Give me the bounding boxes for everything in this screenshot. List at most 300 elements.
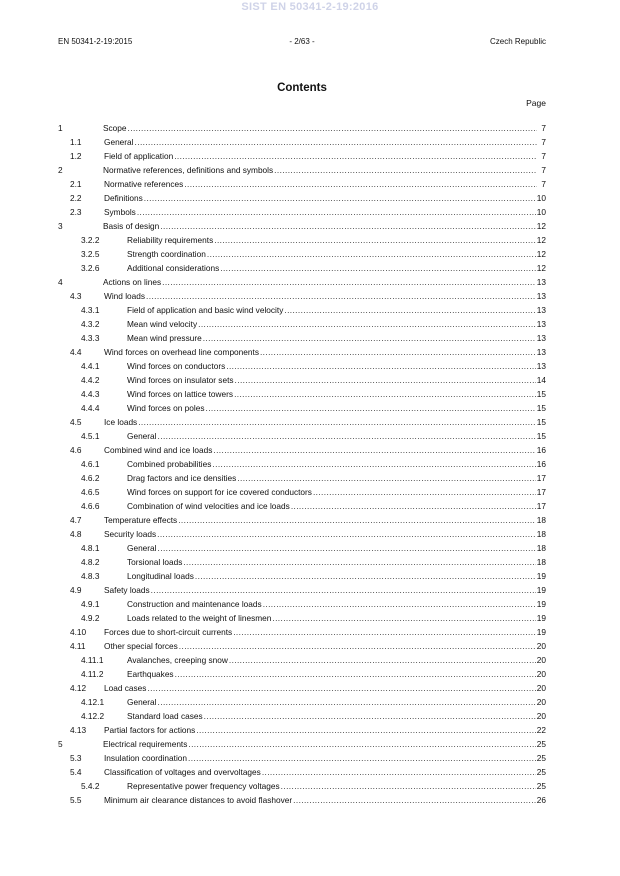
toc-entry-number: 5.5 [70,795,82,805]
toc-entry-title: Strength coordination [127,249,206,259]
dot-leader [274,163,537,177]
toc-entry-number: 4.6 [70,445,82,455]
toc-entry-title: General [127,431,157,441]
dot-leader [178,513,536,527]
toc-entry-number: 4.3.3 [81,333,100,343]
toc-entry-title: Wind forces on lattice towers [127,389,234,399]
toc-entry-line [104,583,546,597]
toc-entry[interactable] [58,667,546,681]
dot-leader [183,555,535,569]
toc-entry-title: Mean wind pressure [127,333,202,343]
toc-entry-page: 25 [536,767,546,777]
toc-entry[interactable] [58,275,546,289]
toc-entry-number: 4.3.2 [81,319,100,329]
toc-entry-title: Field of application and basic wind velocity [127,305,284,315]
toc-entry-page: 16 [536,459,546,469]
dot-leader [188,751,536,765]
dot-leader [234,387,536,401]
toc-entry-line [127,317,546,331]
dot-leader [293,793,536,807]
toc-entry-line [104,681,546,695]
dot-leader [188,737,535,751]
dot-leader [213,443,535,457]
toc-entry-line [104,765,546,779]
dot-leader [214,233,536,247]
toc-entry[interactable] [58,709,546,723]
toc-entry-line [127,485,546,499]
toc-entry-title: Wind forces on conductors [127,361,226,371]
toc-entry-page: 26 [536,795,546,805]
toc-entry-page: 17 [536,487,546,497]
toc-entry-line [103,163,546,177]
toc-entry-number: 4.11.2 [81,669,104,679]
toc-entry[interactable] [58,359,546,373]
toc-entry-page: 20 [536,697,546,707]
toc-entry[interactable] [58,583,546,597]
dot-leader [160,219,535,233]
toc-entry-page: 19 [536,599,546,609]
toc-entry-title: Wind forces on support for ice covered conductors [127,487,312,497]
dot-leader [203,331,536,345]
page-column-label: Page [526,98,546,108]
toc-entry-page: 19 [536,571,546,581]
toc-entry-page: 25 [536,739,546,749]
toc-entry[interactable] [58,471,546,485]
country-label: Czech Republic [489,37,546,46]
toc-entry-number: 2 [58,165,63,175]
toc-entry-page: 20 [536,683,546,693]
toc-entry-title: Combined probabilities [127,459,212,469]
toc-entry[interactable] [58,303,546,317]
toc-entry-page: 10 [536,207,546,217]
toc-entry-page: 15 [536,431,546,441]
toc-entry-line [104,527,546,541]
toc-entry-line [127,611,546,625]
toc-entry-number: 2.2 [70,193,82,203]
toc-entry-number: 4.11.1 [81,655,104,665]
toc-entry[interactable] [58,625,546,639]
toc-entry-number: 4.3.1 [81,305,100,315]
toc-entry-page: 18 [536,529,546,539]
toc-entry-page: 13 [536,291,546,301]
toc-entry-page: 7 [541,137,546,147]
toc-entry[interactable] [58,513,546,527]
toc-entry-line [127,653,546,667]
toc-entry-line [127,541,546,555]
toc-entry-page: 18 [536,515,546,525]
toc-entry-title: Security loads [104,529,157,539]
toc-entry[interactable] [58,723,546,737]
toc-entry-page: 17 [536,473,546,483]
toc-entry-line [127,555,546,569]
toc-entry-line [104,793,546,807]
toc-entry-page: 13 [536,277,546,287]
toc-entry[interactable] [58,205,546,219]
toc-entry-page: 12 [536,263,546,273]
toc-entry[interactable] [58,247,546,261]
toc-entry-page: 15 [536,403,546,413]
toc-entry[interactable] [58,429,546,443]
toc-entry[interactable] [58,289,546,303]
toc-entry-line [127,387,546,401]
toc-entry[interactable] [58,765,546,779]
toc-entry[interactable] [58,233,546,247]
toc-entry-title: Normative references [104,179,184,189]
toc-entry-page: 10 [536,193,546,203]
toc-entry-line [104,443,546,457]
dot-leader [313,485,536,499]
dot-leader [158,429,536,443]
toc-entry-number: 4.8 [70,529,82,539]
toc-entry-title: Load cases [104,683,147,693]
toc-entry-title: Temperature effects [104,515,178,525]
toc-entry-page: 13 [536,333,546,343]
toc-entry-line [104,289,546,303]
dot-leader [162,275,536,289]
toc-entry-line [127,359,546,373]
toc-entry-title: Earthquakes [127,669,174,679]
toc-entry-page: 7 [541,179,546,189]
dot-leader [281,779,536,793]
toc-entry-line [127,709,546,723]
toc-entry-line [127,247,546,261]
toc-entry[interactable] [58,457,546,471]
page-title: Contents [277,82,327,94]
toc-entry[interactable] [58,555,546,569]
dot-leader [235,373,536,387]
toc-entry-page: 17 [536,501,546,511]
toc-entry-line [104,625,546,639]
dot-leader [144,191,536,205]
toc-entry-page: 20 [536,641,546,651]
dot-leader [212,457,535,471]
toc-entry-number: 4.7 [70,515,82,525]
toc-entry[interactable] [58,597,546,611]
toc-entry-number: 4.4.1 [81,361,100,371]
toc-entry-page: 20 [536,711,546,721]
toc-entry-number: 4.5.1 [81,431,100,441]
toc-entry-page: 19 [536,585,546,595]
toc-entry-title: General [104,137,134,147]
toc-entry-number: 4.4.4 [81,403,100,413]
toc-entry[interactable] [58,779,546,793]
toc-entry-number: 4.9 [70,585,82,595]
toc-entry-number: 4.13 [70,725,87,735]
dot-leader [263,597,536,611]
dot-leader [158,541,536,555]
toc-entry-number: 3.2.2 [81,235,100,245]
toc-entry[interactable] [58,443,546,457]
toc-entry-title: Ice loads [104,417,138,427]
toc-entry-number: 5.4.2 [81,781,100,791]
toc-entry-line [104,345,546,359]
toc-entry-title: Minimum air clearance distances to avoid flashover [104,795,293,805]
toc-entry-title: Electrical requirements [103,739,188,749]
toc-entry[interactable] [58,135,546,149]
toc-entry-number: 1.1 [70,137,82,147]
toc-entry-page: 15 [536,389,546,399]
toc-entry-page: 22 [536,725,546,735]
toc-entry-page: 7 [541,151,546,161]
dot-leader [291,499,536,513]
toc-entry-title: Symbols [104,207,136,217]
toc-entry-line [127,471,546,485]
toc-entry-title: Additional considerations [127,263,220,273]
dot-leader [147,681,535,695]
toc-entry-page: 25 [536,781,546,791]
toc-entry-line [104,177,546,191]
dot-leader [151,583,536,597]
toc-entry-line [104,751,546,765]
toc-entry[interactable] [58,569,546,583]
toc-entry-number: 4.12.2 [81,711,105,721]
dot-leader [128,121,537,135]
toc-entry-number: 4.6.6 [81,501,100,511]
toc-entry-number: 2.3 [70,207,82,217]
toc-entry-title: Other special forces [104,641,178,651]
toc-entry-number: 4.4.2 [81,375,100,385]
toc-entry-title: Wind forces on overhead line components [104,347,259,357]
dot-leader [272,611,535,625]
dot-leader [233,625,536,639]
toc-entry-page: 12 [536,221,546,231]
toc-entry-title: Combined wind and ice loads [104,445,213,455]
toc-entry-number: 5 [58,739,63,749]
page-number: - 2/63 - [289,37,315,46]
dot-leader [179,639,536,653]
toc-entry-number: 4.11 [70,641,86,651]
toc-entry-title: Representative power frequency voltages [127,781,280,791]
toc-entry-line [104,205,546,219]
toc-entry-page: 19 [536,627,546,637]
toc-entry[interactable] [58,219,546,233]
toc-entry-number: 4.6.1 [81,459,100,469]
toc-entry-number: 5.4 [70,767,82,777]
toc-entry-line [127,401,546,415]
toc-entry-line [104,135,546,149]
toc-entry-title: Reliability requirements [127,235,214,245]
toc-entry-title: Insulation coordination [104,753,188,763]
dot-leader [157,527,536,541]
toc-entry-page: 19 [536,613,546,623]
toc-entry-line [104,149,546,163]
standard-number: EN 50341-2-19:2015 [58,37,133,46]
toc-entry[interactable] [58,331,546,345]
toc-entry[interactable] [58,177,546,191]
toc-entry[interactable] [58,415,546,429]
toc-entry-title: Avalanches, creeping snow [127,655,228,665]
toc-entry[interactable] [58,527,546,541]
toc-entry-page: 20 [536,669,546,679]
dot-leader [284,303,535,317]
dot-leader [205,401,535,415]
dot-leader [135,135,537,149]
toc-entry-page: 13 [536,361,546,371]
toc-entry-line [103,275,546,289]
toc-entry[interactable] [58,737,546,751]
dot-leader [195,569,536,583]
toc-entry[interactable] [58,163,546,177]
toc-entry-line [104,639,546,653]
toc-entry-title: Safety loads [104,585,150,595]
toc-entry-line [104,723,546,737]
dot-leader [158,695,536,709]
toc-entry-title: Field of application [104,151,174,161]
dot-leader [146,289,536,303]
dot-leader [204,709,536,723]
toc-entry-line [127,779,546,793]
toc-entry-number: 4.5 [70,417,82,427]
toc-entry-title: Combination of wind velocities and ice loads [127,501,290,511]
toc-entry[interactable] [58,499,546,513]
toc-entry-number: 1.2 [70,151,82,161]
toc-entry-page: 15 [536,417,546,427]
toc-entry-line [104,415,546,429]
dot-leader [175,667,536,681]
toc-entry-line [104,513,546,527]
toc-entry-title: Loads related to the weight of linesmen [127,613,272,623]
toc-entry[interactable] [58,611,546,625]
toc-entry-title: Actions on lines [103,277,162,287]
toc-entry-number: 4.8.3 [81,571,100,581]
toc-entry[interactable] [58,541,546,555]
toc-entry-title: Classification of voltages and overvoltages [104,767,261,777]
toc-entry-title: General [127,543,157,553]
toc-entry[interactable] [58,401,546,415]
toc-entry-number: 3.2.5 [81,249,100,259]
toc-entry-line [127,569,546,583]
toc-entry-page: 13 [536,319,546,329]
toc-entry-line [127,303,546,317]
toc-entry-line [127,667,546,681]
toc-entry-line [127,695,546,709]
toc-entry[interactable] [58,121,546,135]
toc-entry-page: 12 [536,235,546,245]
toc-entry-page: 16 [536,445,546,455]
dot-leader [198,317,536,331]
watermark: SIST EN 50341-2-19:2016 [241,1,379,13]
toc-entry-number: 4.9.1 [81,599,100,609]
toc-entry-title: Scope [103,123,127,133]
toc-entry-page: 18 [536,557,546,567]
toc-entry[interactable] [58,261,546,275]
dot-leader [220,261,536,275]
toc-entry[interactable] [58,695,546,709]
toc-entry-page: 7 [541,123,546,133]
dot-leader [137,205,536,219]
toc-entry-line [127,261,546,275]
toc-entry-number: 4 [58,277,63,287]
toc-entry-number: 2.1 [70,179,82,189]
toc-entry[interactable] [58,387,546,401]
toc-entry-title: Wind forces on poles [127,403,205,413]
toc-entry-page: 12 [536,249,546,259]
dot-leader [196,723,535,737]
toc-entry[interactable] [58,751,546,765]
page-header [58,37,546,49]
toc-entry-number: 4.8.2 [81,557,100,567]
toc-entry-title: Longitudinal loads [127,571,194,581]
toc-entry-title: Basis of design [103,221,160,231]
toc-entry-line [127,457,546,471]
dot-leader [207,247,536,261]
dot-leader [262,765,536,779]
toc-entry-title: Wind loads [104,291,146,301]
toc-entry[interactable] [58,681,546,695]
toc-entry-page: 13 [536,347,546,357]
toc-entry-title: Normative references, definitions and symbols [103,165,274,175]
toc-entry-page: 18 [536,543,546,553]
toc-entry-number: 3.2.6 [81,263,100,273]
toc-entry-line [103,737,546,751]
toc-entry-number: 4.8.1 [81,543,100,553]
toc-entry-page: 14 [536,375,546,385]
toc-entry-number: 1 [58,123,63,133]
toc-entry-number: 4.6.2 [81,473,100,483]
toc-entry-number: 3 [58,221,63,231]
toc-entry[interactable] [58,373,546,387]
toc-entry-title: Partial factors for actions [104,725,196,735]
toc-entry-number: 4.4 [70,347,82,357]
toc-entry[interactable] [58,485,546,499]
toc-entry-title: Definitions [104,193,143,203]
toc-entry-page: 20 [536,655,546,665]
toc-entry[interactable] [58,317,546,331]
toc-entry[interactable] [58,639,546,653]
toc-entry[interactable] [58,793,546,807]
toc-entry-page: 7 [541,165,546,175]
toc-entry-line [127,331,546,345]
toc-entry-title: Drag factors and ice densities [127,473,237,483]
toc-entry-number: 4.4.3 [81,389,100,399]
toc-entry-line [127,597,546,611]
toc-entry-title: Torsional loads [127,557,183,567]
toc-entry-line [103,121,546,135]
toc-entry-title: Mean wind velocity [127,319,198,329]
toc-entry-title: Forces due to short-circuit currents [104,627,233,637]
toc-entry[interactable] [58,345,546,359]
toc-entry[interactable] [58,191,546,205]
toc-entry-number: 4.3 [70,291,82,301]
toc-entry[interactable] [58,653,546,667]
dot-leader [174,149,537,163]
toc-entry-title: Wind forces on insulator sets [127,375,234,385]
toc-entry-title: Standard load cases [127,711,203,721]
dot-leader [138,415,536,429]
toc-entry-number: 4.12 [70,683,87,693]
toc-entry-line [104,191,546,205]
dot-leader [260,345,536,359]
dot-leader [226,359,536,373]
toc-entry-title: General [127,697,157,707]
toc-entry-number: 4.12.1 [81,697,105,707]
table-of-contents [58,121,546,807]
toc-entry-line [127,499,546,513]
toc-entry-number: 5.3 [70,753,82,763]
dot-leader [229,653,536,667]
dot-leader [184,177,537,191]
toc-entry-page: 25 [536,753,546,763]
toc-entry-page: 13 [536,305,546,315]
toc-entry[interactable] [58,149,546,163]
toc-entry-line [127,233,546,247]
toc-entry-number: 4.6.5 [81,487,100,497]
toc-entry-title: Construction and maintenance loads [127,599,262,609]
toc-entry-number: 4.10 [70,627,87,637]
toc-entry-line [127,429,546,443]
toc-entry-line [103,219,546,233]
toc-entry-number: 4.9.2 [81,613,100,623]
